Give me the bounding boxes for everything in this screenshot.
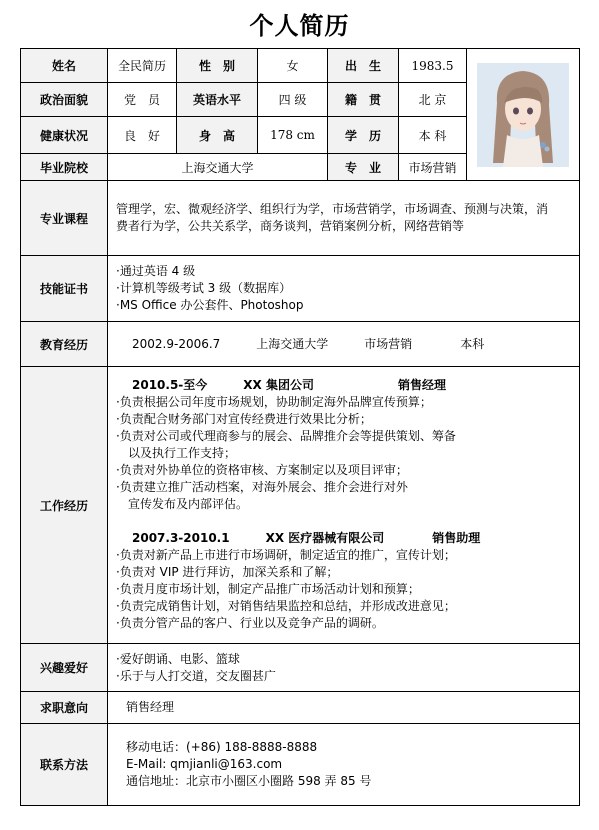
- school-value: 上海交通大学: [108, 154, 328, 181]
- avatar: [477, 63, 569, 167]
- skills-content: [108, 256, 580, 322]
- job-duty: 以及执行工作支持；: [116, 446, 237, 460]
- contact-email: E-Mail: qmjianli@163.com: [126, 757, 283, 771]
- english-value: 四 级: [258, 83, 328, 117]
- hobby-content: [108, 644, 580, 692]
- work-content: [108, 367, 580, 644]
- education-label: 教育经历: [21, 322, 108, 367]
- school-label: 毕业院校: [21, 154, 108, 181]
- degree-label: 学 历: [328, 117, 399, 154]
- hobby-item: ·乐于与人打交道，交友圈甚广: [116, 668, 276, 683]
- degree-value: 本 科: [399, 117, 467, 154]
- origin-label: 籍 贯: [328, 83, 399, 117]
- major-value: 市场营销: [399, 154, 467, 181]
- contact-phone: 移动电话：(+86) 188-8888-8888: [126, 740, 318, 754]
- job-duty: ·负责配合财务部门对宣传经费进行效果比分析；: [116, 412, 372, 426]
- courses-content: [108, 181, 580, 256]
- skill-item: ·通过英语 4 级: [116, 264, 196, 278]
- job-duty: ·负责对外协单位的资格审核、方案制定以及项目评审；: [116, 463, 408, 477]
- intent-label: 求职意向: [21, 692, 108, 724]
- english-label: 英语水平: [177, 83, 258, 117]
- health-label: 健康状况: [21, 117, 108, 154]
- job-duty: 宣传发布及内部评估。: [116, 497, 249, 511]
- job-duty: ·负责分管产品的客户、行业以及竞争产品的调研。: [116, 616, 384, 630]
- job-header: 2010.5-至今 XX 集团公司 销售经理: [132, 378, 446, 392]
- job-duty: ·负责对公司或代理商参与的展会、品牌推介会等提供策划、筹备: [116, 429, 456, 443]
- gender-label: 性 别: [177, 49, 258, 83]
- avatar-illustration: [477, 63, 569, 167]
- contact-content: [108, 724, 580, 806]
- courses-label: 专业课程: [21, 181, 108, 256]
- education-content: [108, 322, 580, 367]
- health-value: 良 好: [108, 117, 177, 154]
- gender-value: 女: [258, 49, 328, 83]
- height-label: 身 高: [177, 117, 258, 154]
- origin-value: 北 京: [399, 83, 467, 117]
- birth-value: 1983.5: [399, 49, 467, 83]
- page-title: 个人简历: [249, 12, 350, 40]
- job-duty: ·负责完成销售计划，对销售结果监控和总结，并形成改进意见；: [116, 599, 456, 613]
- skill-item: ·计算机等级考试 3 级（数据库）: [116, 281, 292, 295]
- hobby-label: 兴趣爱好: [21, 644, 108, 692]
- course-line: 管理学，宏、微观经济学、组织行为学，市场营销学，市场调查、预测与决策，消: [116, 202, 549, 216]
- job-duty: ·负责根据公司年度市场规划，协助制定海外品牌宣传预算；: [116, 395, 432, 409]
- intent-text: 销售经理: [126, 700, 175, 714]
- height-value: 178 cm: [258, 117, 328, 154]
- skill-item: ·MS Office 办公套件、Photoshop: [116, 298, 304, 312]
- major-label: 专 业: [328, 154, 399, 181]
- job-duty: ·负责月度市场计划，制定产品推广市场活动计划和预算；: [116, 582, 420, 596]
- contact-address: 通信地址：北京市小圈区小圈路 598 弄 85 号: [126, 774, 372, 788]
- job-header: 2007.3-2010.1 XX 医疗器械有限公司 销售助理: [132, 531, 481, 545]
- name-label: 姓名: [21, 49, 108, 83]
- job-duty: ·负责建立推广活动档案，对海外展会、推介会进行对外: [116, 480, 408, 494]
- politics-label: 政治面貌: [21, 83, 108, 117]
- birth-label: 出 生: [328, 49, 399, 83]
- skills-label: 技能证书: [21, 256, 108, 322]
- work-label: 工作经历: [21, 367, 108, 644]
- job-duty: ·负责对 VIP 进行拜访，加深关系和了解；: [116, 565, 339, 579]
- contact-label: 联系方法: [21, 724, 108, 806]
- job-duty: ·负责对新产品上市进行市场调研，制定适宜的推广，宣传计划；: [116, 548, 456, 562]
- course-line: 费者行为学，公共关系学，商务谈判，营销案例分析，网络营销等: [116, 219, 465, 233]
- name-value: 全民简历: [108, 49, 177, 83]
- hobby-item: ·爱好朗诵、电影、篮球: [116, 651, 240, 666]
- resume-table: [20, 48, 580, 806]
- education-line: 2002.9-2006.7 上海交通大学 市场营销 本科: [132, 336, 485, 351]
- photo-cell: [467, 49, 580, 181]
- politics-value: 党 员: [108, 83, 177, 117]
- intent-value: [108, 692, 580, 724]
